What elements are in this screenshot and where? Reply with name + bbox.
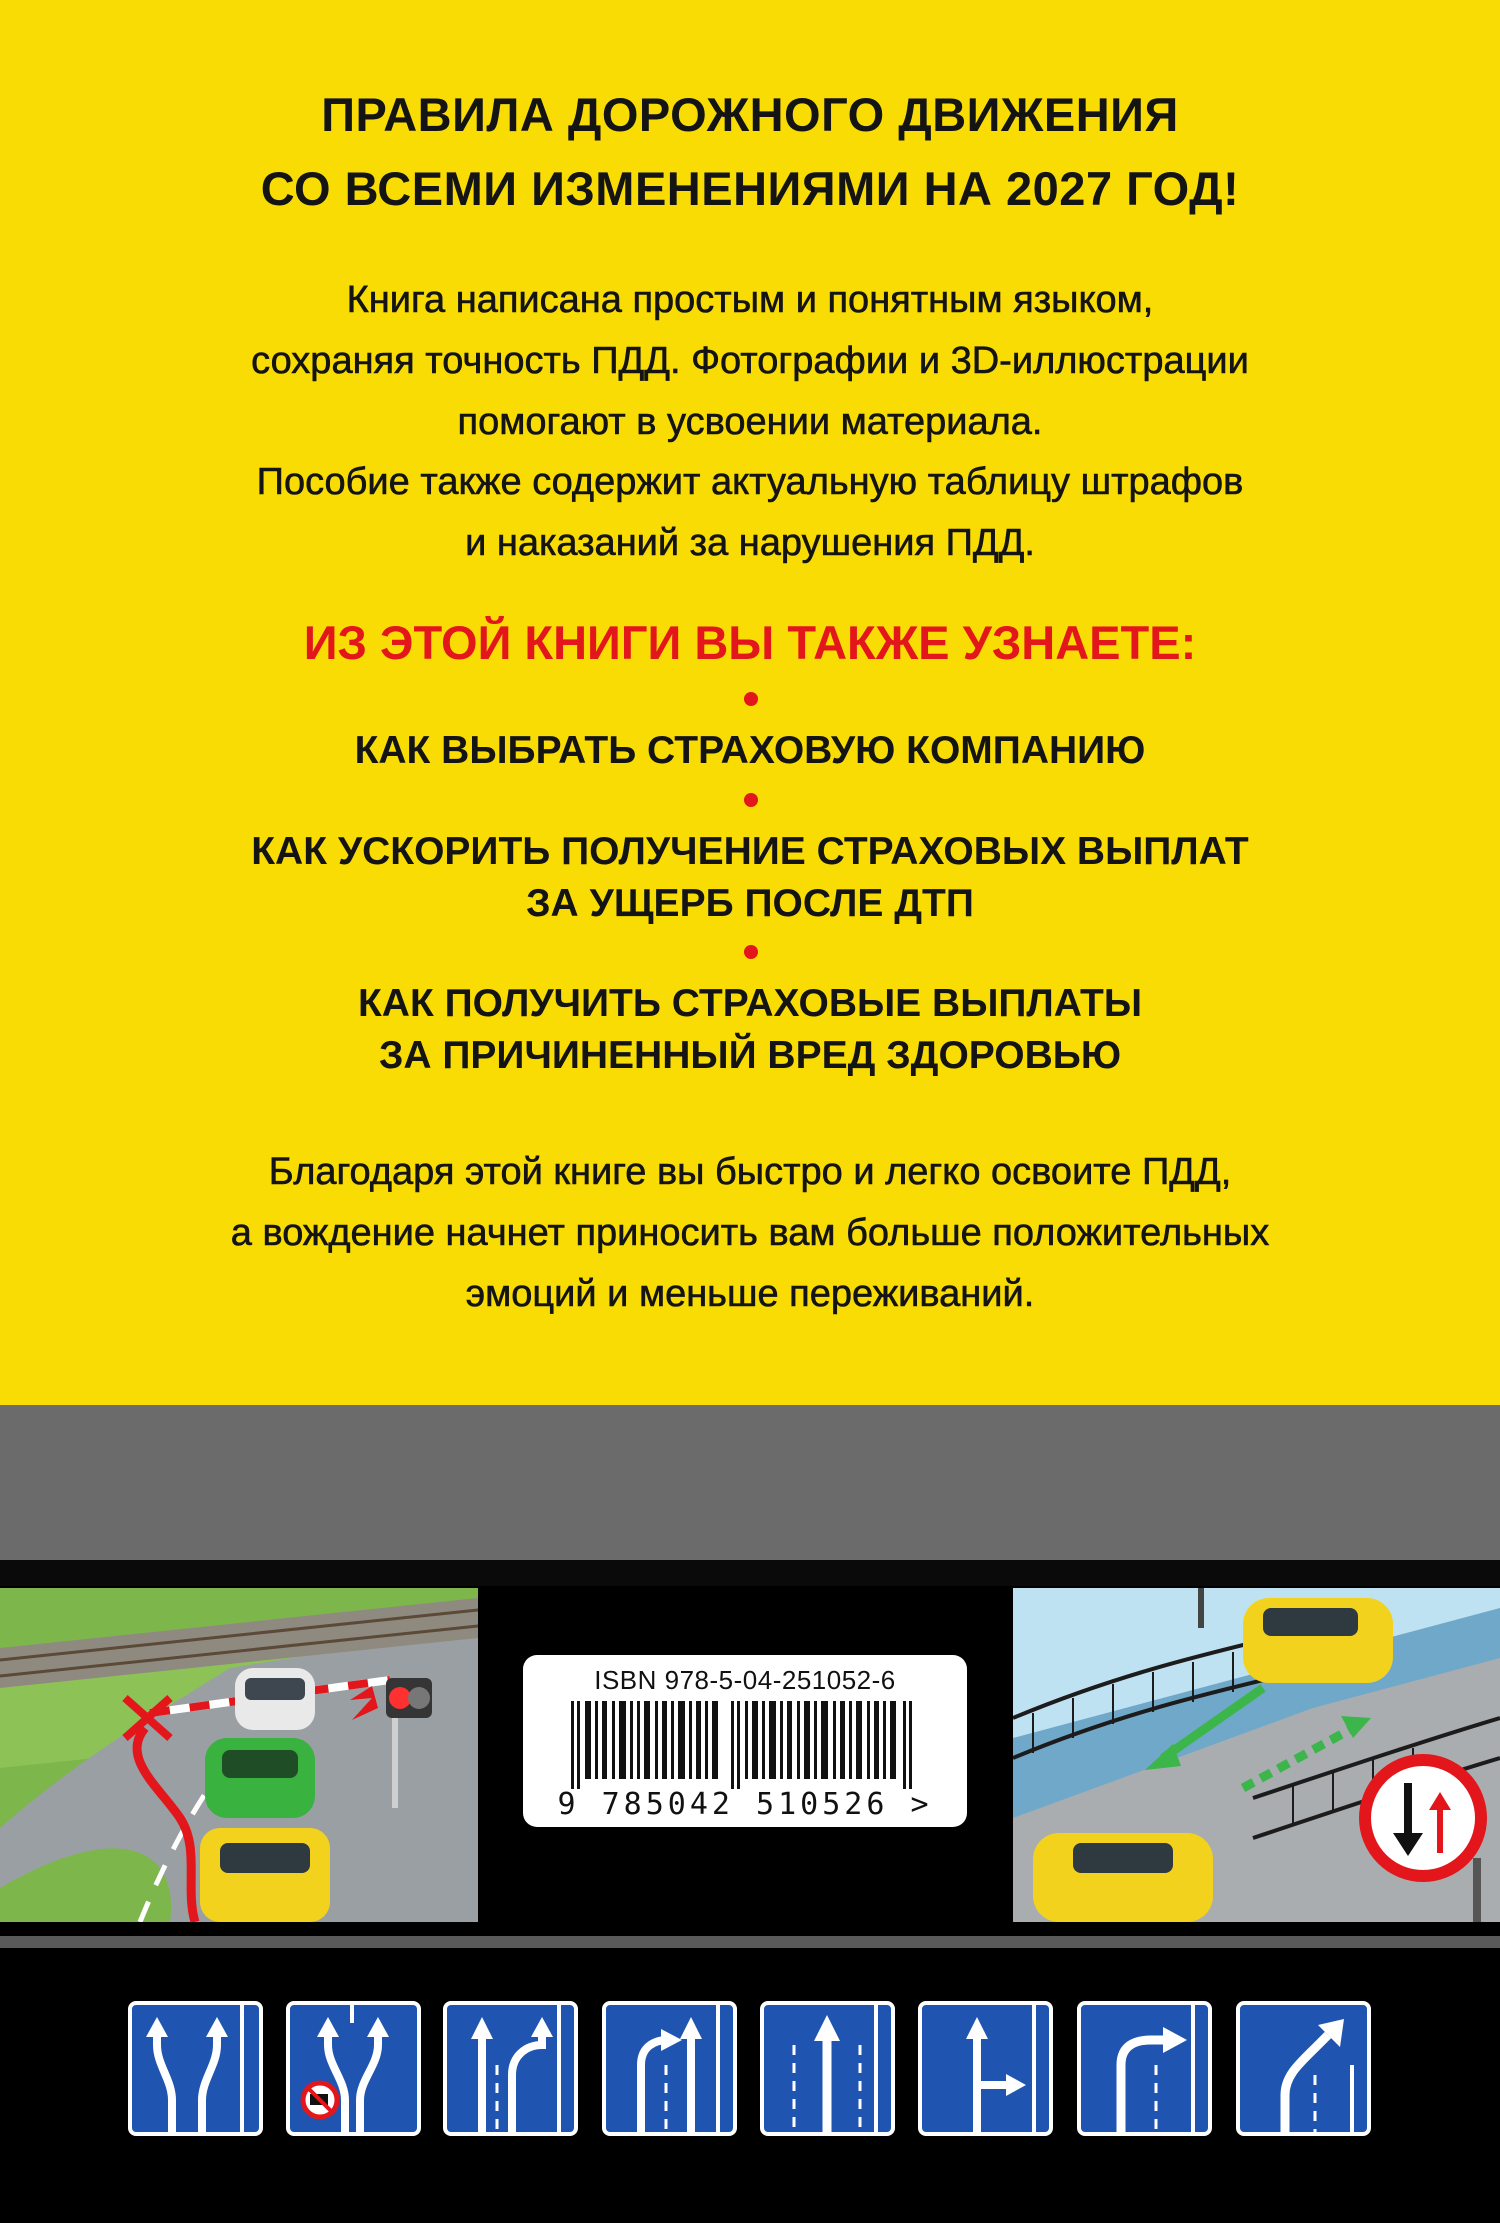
lane-straight-right-icon <box>918 2001 1053 2136</box>
fines-paragraph <box>0 452 1500 574</box>
learn-item-3-line-2: ЗА ПРИЧИНЕННЫЙ ВРЕД ЗДОРОВЬЮ <box>378 1034 1122 1077</box>
title-line-2: СО ВСЕМИ ИЗМЕНЕНИЯМИ НА 2027 ГОД! <box>260 162 1240 215</box>
learn-item-2-line-2: ЗА УЩЕРБ ПОСЛЕ ДТП <box>526 882 974 925</box>
fines-line-2: и наказаний за нарушения ПДД. <box>465 522 1035 564</box>
barcode-digits: 9 785042 510526 > <box>557 1787 933 1822</box>
intro-paragraph <box>0 270 1500 453</box>
learn-item-2-line-1: КАК УСКОРИТЬ ПОЛУЧЕНИЕ СТРАХОВЫХ ВЫПЛАТ <box>251 830 1249 873</box>
lane-left-straight-icon <box>602 2001 737 2136</box>
intro-line-3: помогают в усвоении материала. <box>457 401 1043 443</box>
railway-crossing-illustration <box>0 1588 478 1922</box>
learn-heading: ИЗ ЭТОЙ КНИГИ ВЫ ТАКЖЕ УЗНАЕТЕ: <box>303 616 1197 669</box>
oncoming-priority-illustration <box>1013 1588 1500 1922</box>
lane-right-turn-icon <box>1077 2001 1212 2136</box>
lane-straight-left-icon <box>443 2001 578 2136</box>
learn-item-3 <box>0 978 1500 1082</box>
title-line-1: ПРАВИЛА ДОРОЖНОГО ДВИЖЕНИЯ <box>321 88 1179 141</box>
sign-drawing <box>290 2005 417 2132</box>
bullet-dot <box>744 692 758 706</box>
sign-drawing <box>606 2005 733 2132</box>
closing-paragraph <box>0 1142 1500 1325</box>
railway-crossing-drawing <box>0 1588 478 1922</box>
sign-drawing <box>1081 2005 1208 2132</box>
fines-line-1: Пособие также содержит актуальную таблицу штрафов <box>256 461 1244 503</box>
lane-no-trucks-icon <box>286 2001 421 2136</box>
lane-straight-icon <box>760 2001 895 2136</box>
isbn-label: ISBN 978-5-04-251052-6 <box>594 1665 896 1695</box>
intro-line-2: сохраняя точность ПДД. Фотографии и 3D-иллюстрации <box>251 340 1249 382</box>
learn-item-1 <box>0 725 1500 777</box>
learn-item-1-line-1: КАК ВЫБРАТЬ СТРАХОВУЮ КОМПАНИЮ <box>354 729 1146 772</box>
road-edge-line <box>0 1936 1500 1948</box>
oncoming-priority-drawing <box>1013 1588 1500 1922</box>
bullet-dot <box>744 945 758 959</box>
lane-shift-right-icon <box>1236 2001 1371 2136</box>
closing-line-1: Благодаря этой книге вы быстро и легко освоите ПДД, <box>268 1151 1232 1193</box>
closing-line-2: а вождение начнет приносить вам больше положительных <box>230 1212 1270 1254</box>
isbn-barcode <box>523 1655 967 1827</box>
sign-drawing <box>1240 2005 1367 2132</box>
sign-drawing <box>922 2005 1049 2132</box>
road-dark-stripe <box>0 1560 1500 1586</box>
cover-title <box>0 78 1500 226</box>
learn-item-3-line-1: КАК ПОЛУЧИТЬ СТРАХОВЫЕ ВЫПЛАТЫ <box>357 982 1143 1025</box>
closing-line-3: эмоций и меньше переживаний. <box>465 1273 1035 1315</box>
lane-split-left-icon <box>128 2001 263 2136</box>
sign-drawing <box>132 2005 259 2132</box>
sign-drawing <box>447 2005 574 2132</box>
bullet-dot <box>744 793 758 807</box>
barcode-bars <box>571 1701 921 1789</box>
intro-line-1: Книга написана простым и понятным языком, <box>346 279 1154 321</box>
road-grey-band <box>0 1405 1500 1560</box>
learn-item-2 <box>0 826 1500 930</box>
sign-drawing <box>764 2005 891 2132</box>
